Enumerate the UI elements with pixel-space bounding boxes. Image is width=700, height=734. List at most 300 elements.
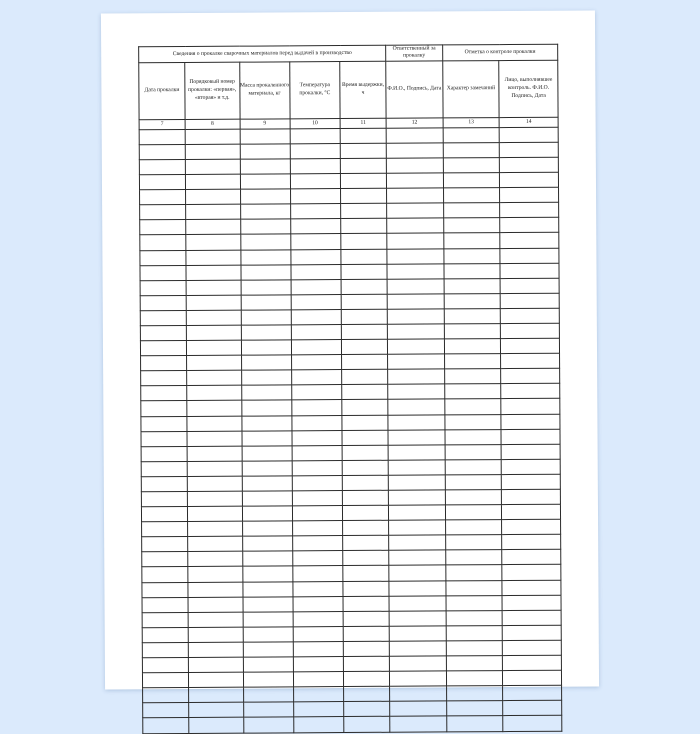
- table-cell[interactable]: [443, 158, 500, 173]
- table-cell[interactable]: [141, 356, 187, 371]
- table-cell[interactable]: [445, 550, 502, 565]
- table-cell[interactable]: [141, 461, 187, 476]
- table-cell[interactable]: [291, 279, 341, 294]
- table-cell[interactable]: [443, 127, 500, 142]
- table-cell[interactable]: [341, 264, 387, 279]
- table-cell[interactable]: [294, 717, 344, 732]
- table-cell[interactable]: [240, 234, 290, 249]
- table-cell[interactable]: [389, 505, 446, 520]
- table-cell[interactable]: [444, 324, 501, 339]
- table-cell[interactable]: [387, 309, 444, 324]
- table-cell[interactable]: [187, 446, 242, 461]
- table-cell[interactable]: [501, 368, 560, 383]
- table-cell[interactable]: [387, 279, 444, 294]
- table-cell[interactable]: [242, 491, 292, 506]
- table-cell[interactable]: [188, 567, 243, 582]
- table-cell[interactable]: [290, 204, 340, 219]
- table-cell[interactable]: [141, 491, 187, 506]
- table-cell[interactable]: [186, 174, 241, 189]
- table-cell[interactable]: [188, 612, 243, 627]
- table-cell[interactable]: [386, 143, 443, 158]
- table-cell[interactable]: [187, 370, 242, 385]
- table-cell[interactable]: [500, 157, 559, 172]
- table-cell[interactable]: [186, 310, 241, 325]
- table-cell[interactable]: [291, 340, 341, 355]
- table-cell[interactable]: [502, 534, 561, 549]
- table-cell[interactable]: [446, 656, 503, 671]
- table-cell[interactable]: [293, 581, 343, 596]
- table-cell[interactable]: [185, 144, 240, 159]
- table-cell[interactable]: [390, 716, 447, 731]
- table-cell[interactable]: [500, 202, 559, 217]
- table-cell[interactable]: [446, 580, 503, 595]
- table-cell[interactable]: [241, 400, 291, 415]
- table-cell[interactable]: [446, 565, 503, 580]
- table-cell[interactable]: [388, 384, 445, 399]
- table-cell[interactable]: [240, 174, 290, 189]
- table-cell[interactable]: [140, 265, 186, 280]
- table-cell[interactable]: [187, 355, 242, 370]
- table-cell[interactable]: [142, 673, 188, 688]
- table-cell[interactable]: [500, 278, 559, 293]
- table-cell[interactable]: [189, 687, 244, 702]
- table-cell[interactable]: [290, 128, 340, 143]
- table-cell[interactable]: [186, 189, 241, 204]
- table-cell[interactable]: [140, 205, 186, 220]
- table-cell[interactable]: [500, 187, 559, 202]
- table-cell[interactable]: [390, 671, 447, 686]
- table-cell[interactable]: [500, 263, 559, 278]
- table-cell[interactable]: [290, 158, 340, 173]
- table-cell[interactable]: [141, 416, 187, 431]
- table-cell[interactable]: [500, 233, 559, 248]
- table-cell[interactable]: [140, 220, 186, 235]
- table-cell[interactable]: [388, 339, 445, 354]
- table-cell[interactable]: [500, 142, 559, 157]
- table-cell[interactable]: [291, 325, 341, 340]
- table-cell[interactable]: [186, 250, 241, 265]
- table-cell[interactable]: [445, 399, 502, 414]
- table-cell[interactable]: [387, 188, 444, 203]
- table-cell[interactable]: [446, 595, 503, 610]
- table-cell[interactable]: [141, 476, 187, 491]
- table-cell[interactable]: [142, 597, 188, 612]
- table-cell[interactable]: [141, 401, 187, 416]
- table-cell[interactable]: [241, 310, 291, 325]
- table-cell[interactable]: [443, 203, 500, 218]
- table-cell[interactable]: [293, 702, 343, 717]
- table-cell[interactable]: [445, 459, 502, 474]
- table-cell[interactable]: [502, 550, 561, 565]
- table-cell[interactable]: [342, 385, 388, 400]
- table-cell[interactable]: [501, 444, 560, 459]
- table-cell[interactable]: [142, 537, 188, 552]
- table-row[interactable]: [143, 716, 562, 734]
- table-cell[interactable]: [139, 159, 185, 174]
- table-cell[interactable]: [340, 143, 386, 158]
- table-cell[interactable]: [241, 415, 291, 430]
- table-cell[interactable]: [187, 491, 242, 506]
- table-cell[interactable]: [240, 219, 290, 234]
- table-cell[interactable]: [186, 295, 241, 310]
- table-cell[interactable]: [500, 293, 559, 308]
- table-cell[interactable]: [293, 641, 343, 656]
- table-cell[interactable]: [292, 400, 342, 415]
- table-cell[interactable]: [343, 520, 389, 535]
- table-cell[interactable]: [140, 325, 186, 340]
- table-cell[interactable]: [139, 144, 185, 159]
- table-cell[interactable]: [390, 686, 447, 701]
- table-cell[interactable]: [186, 235, 241, 250]
- table-cell[interactable]: [341, 219, 387, 234]
- table-cell[interactable]: [240, 189, 290, 204]
- table-cell[interactable]: [342, 370, 388, 385]
- table-cell[interactable]: [446, 686, 503, 701]
- table-cell[interactable]: [186, 204, 241, 219]
- table-cell[interactable]: [142, 612, 188, 627]
- table-cell[interactable]: [389, 490, 446, 505]
- table-cell[interactable]: [503, 701, 562, 716]
- table-cell[interactable]: [187, 431, 242, 446]
- table-cell[interactable]: [292, 475, 342, 490]
- table-cell[interactable]: [446, 701, 503, 716]
- table-cell[interactable]: [186, 280, 241, 295]
- table-cell[interactable]: [387, 324, 444, 339]
- table-cell[interactable]: [387, 218, 444, 233]
- table-cell[interactable]: [388, 369, 445, 384]
- table-cell[interactable]: [188, 657, 243, 672]
- table-cell[interactable]: [187, 461, 242, 476]
- table-cell[interactable]: [387, 248, 444, 263]
- table-cell[interactable]: [143, 703, 189, 718]
- table-cell[interactable]: [291, 219, 341, 234]
- table-cell[interactable]: [389, 596, 446, 611]
- table-cell[interactable]: [343, 505, 389, 520]
- table-cell[interactable]: [343, 566, 389, 581]
- table-cell[interactable]: [189, 702, 244, 717]
- table-cell[interactable]: [503, 640, 562, 655]
- table-cell[interactable]: [291, 294, 341, 309]
- table-cell[interactable]: [446, 625, 503, 640]
- table-cell[interactable]: [292, 506, 342, 521]
- table-cell[interactable]: [389, 565, 446, 580]
- table-cell[interactable]: [341, 234, 387, 249]
- table-cell[interactable]: [189, 718, 244, 733]
- table-cell[interactable]: [240, 144, 290, 159]
- table-cell[interactable]: [503, 685, 562, 700]
- table-cell[interactable]: [341, 294, 387, 309]
- table-cell[interactable]: [343, 626, 389, 641]
- table-cell[interactable]: [293, 657, 343, 672]
- table-cell[interactable]: [243, 612, 293, 627]
- table-cell[interactable]: [342, 415, 388, 430]
- table-cell[interactable]: [187, 416, 242, 431]
- table-cell[interactable]: [389, 580, 446, 595]
- table-cell[interactable]: [501, 308, 560, 323]
- table-cell[interactable]: [188, 642, 243, 657]
- table-cell[interactable]: [142, 582, 188, 597]
- table-cell[interactable]: [342, 354, 388, 369]
- table-cell[interactable]: [502, 489, 561, 504]
- table-cell[interactable]: [243, 642, 293, 657]
- table-cell[interactable]: [139, 175, 185, 190]
- table-cell[interactable]: [343, 596, 389, 611]
- table-cell[interactable]: [243, 597, 293, 612]
- table-cell[interactable]: [140, 310, 186, 325]
- table-cell[interactable]: [187, 386, 242, 401]
- table-cell[interactable]: [187, 340, 242, 355]
- table-cell[interactable]: [445, 429, 502, 444]
- table-cell[interactable]: [142, 567, 188, 582]
- table-cell[interactable]: [142, 642, 188, 657]
- table-cell[interactable]: [241, 280, 291, 295]
- table-cell[interactable]: [241, 340, 291, 355]
- table-cell[interactable]: [292, 445, 342, 460]
- table-cell[interactable]: [390, 701, 447, 716]
- table-cell[interactable]: [341, 324, 387, 339]
- table-cell[interactable]: [188, 536, 243, 551]
- table-cell[interactable]: [292, 430, 342, 445]
- table-cell[interactable]: [386, 158, 443, 173]
- table-cell[interactable]: [292, 460, 342, 475]
- table-cell[interactable]: [140, 295, 186, 310]
- table-cell[interactable]: [241, 264, 291, 279]
- table-cell[interactable]: [388, 460, 445, 475]
- table-cell[interactable]: [290, 143, 340, 158]
- table-cell[interactable]: [503, 655, 562, 670]
- table-cell[interactable]: [390, 656, 447, 671]
- table-cell[interactable]: [502, 595, 561, 610]
- table-cell[interactable]: [243, 687, 293, 702]
- table-cell[interactable]: [142, 627, 188, 642]
- table-cell[interactable]: [292, 536, 342, 551]
- table-cell[interactable]: [344, 671, 390, 686]
- table-cell[interactable]: [444, 384, 501, 399]
- table-cell[interactable]: [445, 414, 502, 429]
- table-cell[interactable]: [185, 159, 240, 174]
- table-cell[interactable]: [290, 174, 340, 189]
- table-cell[interactable]: [343, 611, 389, 626]
- table-cell[interactable]: [389, 641, 446, 656]
- table-cell[interactable]: [186, 325, 241, 340]
- table-cell[interactable]: [291, 249, 341, 264]
- table-cell[interactable]: [243, 657, 293, 672]
- table-cell[interactable]: [242, 581, 292, 596]
- table-cell[interactable]: [291, 370, 341, 385]
- table-cell[interactable]: [445, 535, 502, 550]
- table-cell[interactable]: [386, 128, 443, 143]
- table-cell[interactable]: [243, 717, 293, 732]
- table-cell[interactable]: [241, 370, 291, 385]
- table-cell[interactable]: [388, 399, 445, 414]
- table-cell[interactable]: [293, 626, 343, 641]
- table-cell[interactable]: [243, 627, 293, 642]
- table-cell[interactable]: [240, 204, 290, 219]
- table-cell[interactable]: [291, 309, 341, 324]
- table-cell[interactable]: [140, 280, 186, 295]
- table-cell[interactable]: [443, 188, 500, 203]
- table-cell[interactable]: [143, 688, 189, 703]
- table-cell[interactable]: [242, 506, 292, 521]
- table-cell[interactable]: [501, 323, 560, 338]
- table-cell[interactable]: [503, 716, 562, 731]
- table-cell[interactable]: [445, 474, 502, 489]
- table-cell[interactable]: [241, 325, 291, 340]
- table-cell[interactable]: [292, 491, 342, 506]
- table-cell[interactable]: [387, 233, 444, 248]
- table-cell[interactable]: [242, 430, 292, 445]
- table-cell[interactable]: [293, 672, 343, 687]
- table-cell[interactable]: [343, 536, 389, 551]
- table-cell[interactable]: [293, 551, 343, 566]
- table-cell[interactable]: [242, 461, 292, 476]
- table-cell[interactable]: [342, 490, 388, 505]
- table-cell[interactable]: [340, 128, 386, 143]
- table-cell[interactable]: [293, 566, 343, 581]
- table-cell[interactable]: [186, 219, 241, 234]
- table-cell[interactable]: [187, 401, 242, 416]
- table-cell[interactable]: [444, 354, 501, 369]
- table-cell[interactable]: [293, 611, 343, 626]
- table-cell[interactable]: [342, 445, 388, 460]
- table-cell[interactable]: [501, 384, 560, 399]
- table-cell[interactable]: [140, 235, 186, 250]
- table-cell[interactable]: [502, 565, 561, 580]
- table-cell[interactable]: [242, 521, 292, 536]
- table-cell[interactable]: [241, 355, 291, 370]
- table-cell[interactable]: [141, 431, 187, 446]
- table-cell[interactable]: [341, 249, 387, 264]
- table-cell[interactable]: [389, 550, 446, 565]
- table-cell[interactable]: [343, 641, 389, 656]
- table-cell[interactable]: [242, 476, 292, 491]
- table-cell[interactable]: [342, 475, 388, 490]
- table-cell[interactable]: [343, 581, 389, 596]
- table-cell[interactable]: [141, 371, 187, 386]
- table-cell[interactable]: [188, 521, 243, 536]
- table-cell[interactable]: [188, 582, 243, 597]
- table-cell[interactable]: [341, 203, 387, 218]
- table-cell[interactable]: [240, 129, 290, 144]
- table-cell[interactable]: [502, 580, 561, 595]
- table-cell[interactable]: [443, 173, 500, 188]
- table-cell[interactable]: [501, 429, 560, 444]
- table-cell[interactable]: [343, 656, 389, 671]
- table-cell[interactable]: [188, 597, 243, 612]
- table-cell[interactable]: [143, 718, 189, 733]
- table-cell[interactable]: [444, 278, 501, 293]
- table-cell[interactable]: [343, 551, 389, 566]
- table-cell[interactable]: [341, 309, 387, 324]
- table-cell[interactable]: [443, 218, 500, 233]
- table-cell[interactable]: [292, 415, 342, 430]
- table-cell[interactable]: [501, 459, 560, 474]
- table-cell[interactable]: [188, 627, 243, 642]
- table-cell[interactable]: [141, 446, 187, 461]
- table-cell[interactable]: [241, 385, 291, 400]
- table-cell[interactable]: [142, 522, 188, 537]
- table-cell[interactable]: [292, 521, 342, 536]
- table-cell[interactable]: [387, 203, 444, 218]
- table-cell[interactable]: [444, 308, 501, 323]
- table-cell[interactable]: [140, 190, 186, 205]
- table-cell[interactable]: [503, 670, 562, 685]
- table-cell[interactable]: [342, 430, 388, 445]
- table-cell[interactable]: [444, 339, 501, 354]
- table-cell[interactable]: [502, 625, 561, 640]
- table-cell[interactable]: [342, 339, 388, 354]
- table-cell[interactable]: [389, 611, 446, 626]
- table-cell[interactable]: [502, 474, 561, 489]
- table-cell[interactable]: [502, 610, 561, 625]
- table-cell[interactable]: [502, 504, 561, 519]
- table-cell[interactable]: [445, 505, 502, 520]
- table-cell[interactable]: [291, 264, 341, 279]
- table-cell[interactable]: [500, 172, 559, 187]
- table-cell[interactable]: [140, 250, 186, 265]
- table-cell[interactable]: [291, 234, 341, 249]
- table-cell[interactable]: [444, 263, 501, 278]
- table-cell[interactable]: [501, 414, 560, 429]
- table-cell[interactable]: [446, 716, 503, 731]
- table-cell[interactable]: [139, 129, 185, 144]
- table-cell[interactable]: [241, 295, 291, 310]
- table-cell[interactable]: [388, 414, 445, 429]
- table-cell[interactable]: [243, 702, 293, 717]
- table-cell[interactable]: [342, 460, 388, 475]
- table-cell[interactable]: [443, 142, 500, 157]
- table-cell[interactable]: [387, 173, 444, 188]
- table-cell[interactable]: [502, 519, 561, 534]
- table-cell[interactable]: [292, 385, 342, 400]
- table-cell[interactable]: [242, 551, 292, 566]
- table-cell[interactable]: [389, 626, 446, 641]
- table-cell[interactable]: [388, 430, 445, 445]
- table-cell[interactable]: [387, 294, 444, 309]
- table-cell[interactable]: [444, 293, 501, 308]
- table-cell[interactable]: [446, 671, 503, 686]
- table-cell[interactable]: [240, 159, 290, 174]
- table-cell[interactable]: [444, 248, 501, 263]
- table-cell[interactable]: [185, 129, 240, 144]
- table-cell[interactable]: [140, 341, 186, 356]
- table-cell[interactable]: [344, 702, 390, 717]
- table-cell[interactable]: [293, 596, 343, 611]
- table-cell[interactable]: [501, 353, 560, 368]
- table-cell[interactable]: [141, 386, 187, 401]
- table-cell[interactable]: [240, 249, 290, 264]
- table-cell[interactable]: [445, 520, 502, 535]
- table-cell[interactable]: [445, 490, 502, 505]
- table-cell[interactable]: [340, 158, 386, 173]
- table-cell[interactable]: [341, 279, 387, 294]
- table-cell[interactable]: [388, 445, 445, 460]
- table-cell[interactable]: [242, 566, 292, 581]
- table-cell[interactable]: [444, 233, 501, 248]
- table-cell[interactable]: [242, 446, 292, 461]
- table-cell[interactable]: [291, 355, 341, 370]
- table-cell[interactable]: [388, 475, 445, 490]
- table-cell[interactable]: [187, 476, 242, 491]
- table-cell[interactable]: [500, 248, 559, 263]
- table-cell[interactable]: [387, 264, 444, 279]
- table-cell[interactable]: [189, 672, 244, 687]
- table-cell[interactable]: [141, 507, 187, 522]
- table-cell[interactable]: [188, 506, 243, 521]
- table-cell[interactable]: [388, 354, 445, 369]
- table-cell[interactable]: [242, 536, 292, 551]
- table-cell[interactable]: [444, 369, 501, 384]
